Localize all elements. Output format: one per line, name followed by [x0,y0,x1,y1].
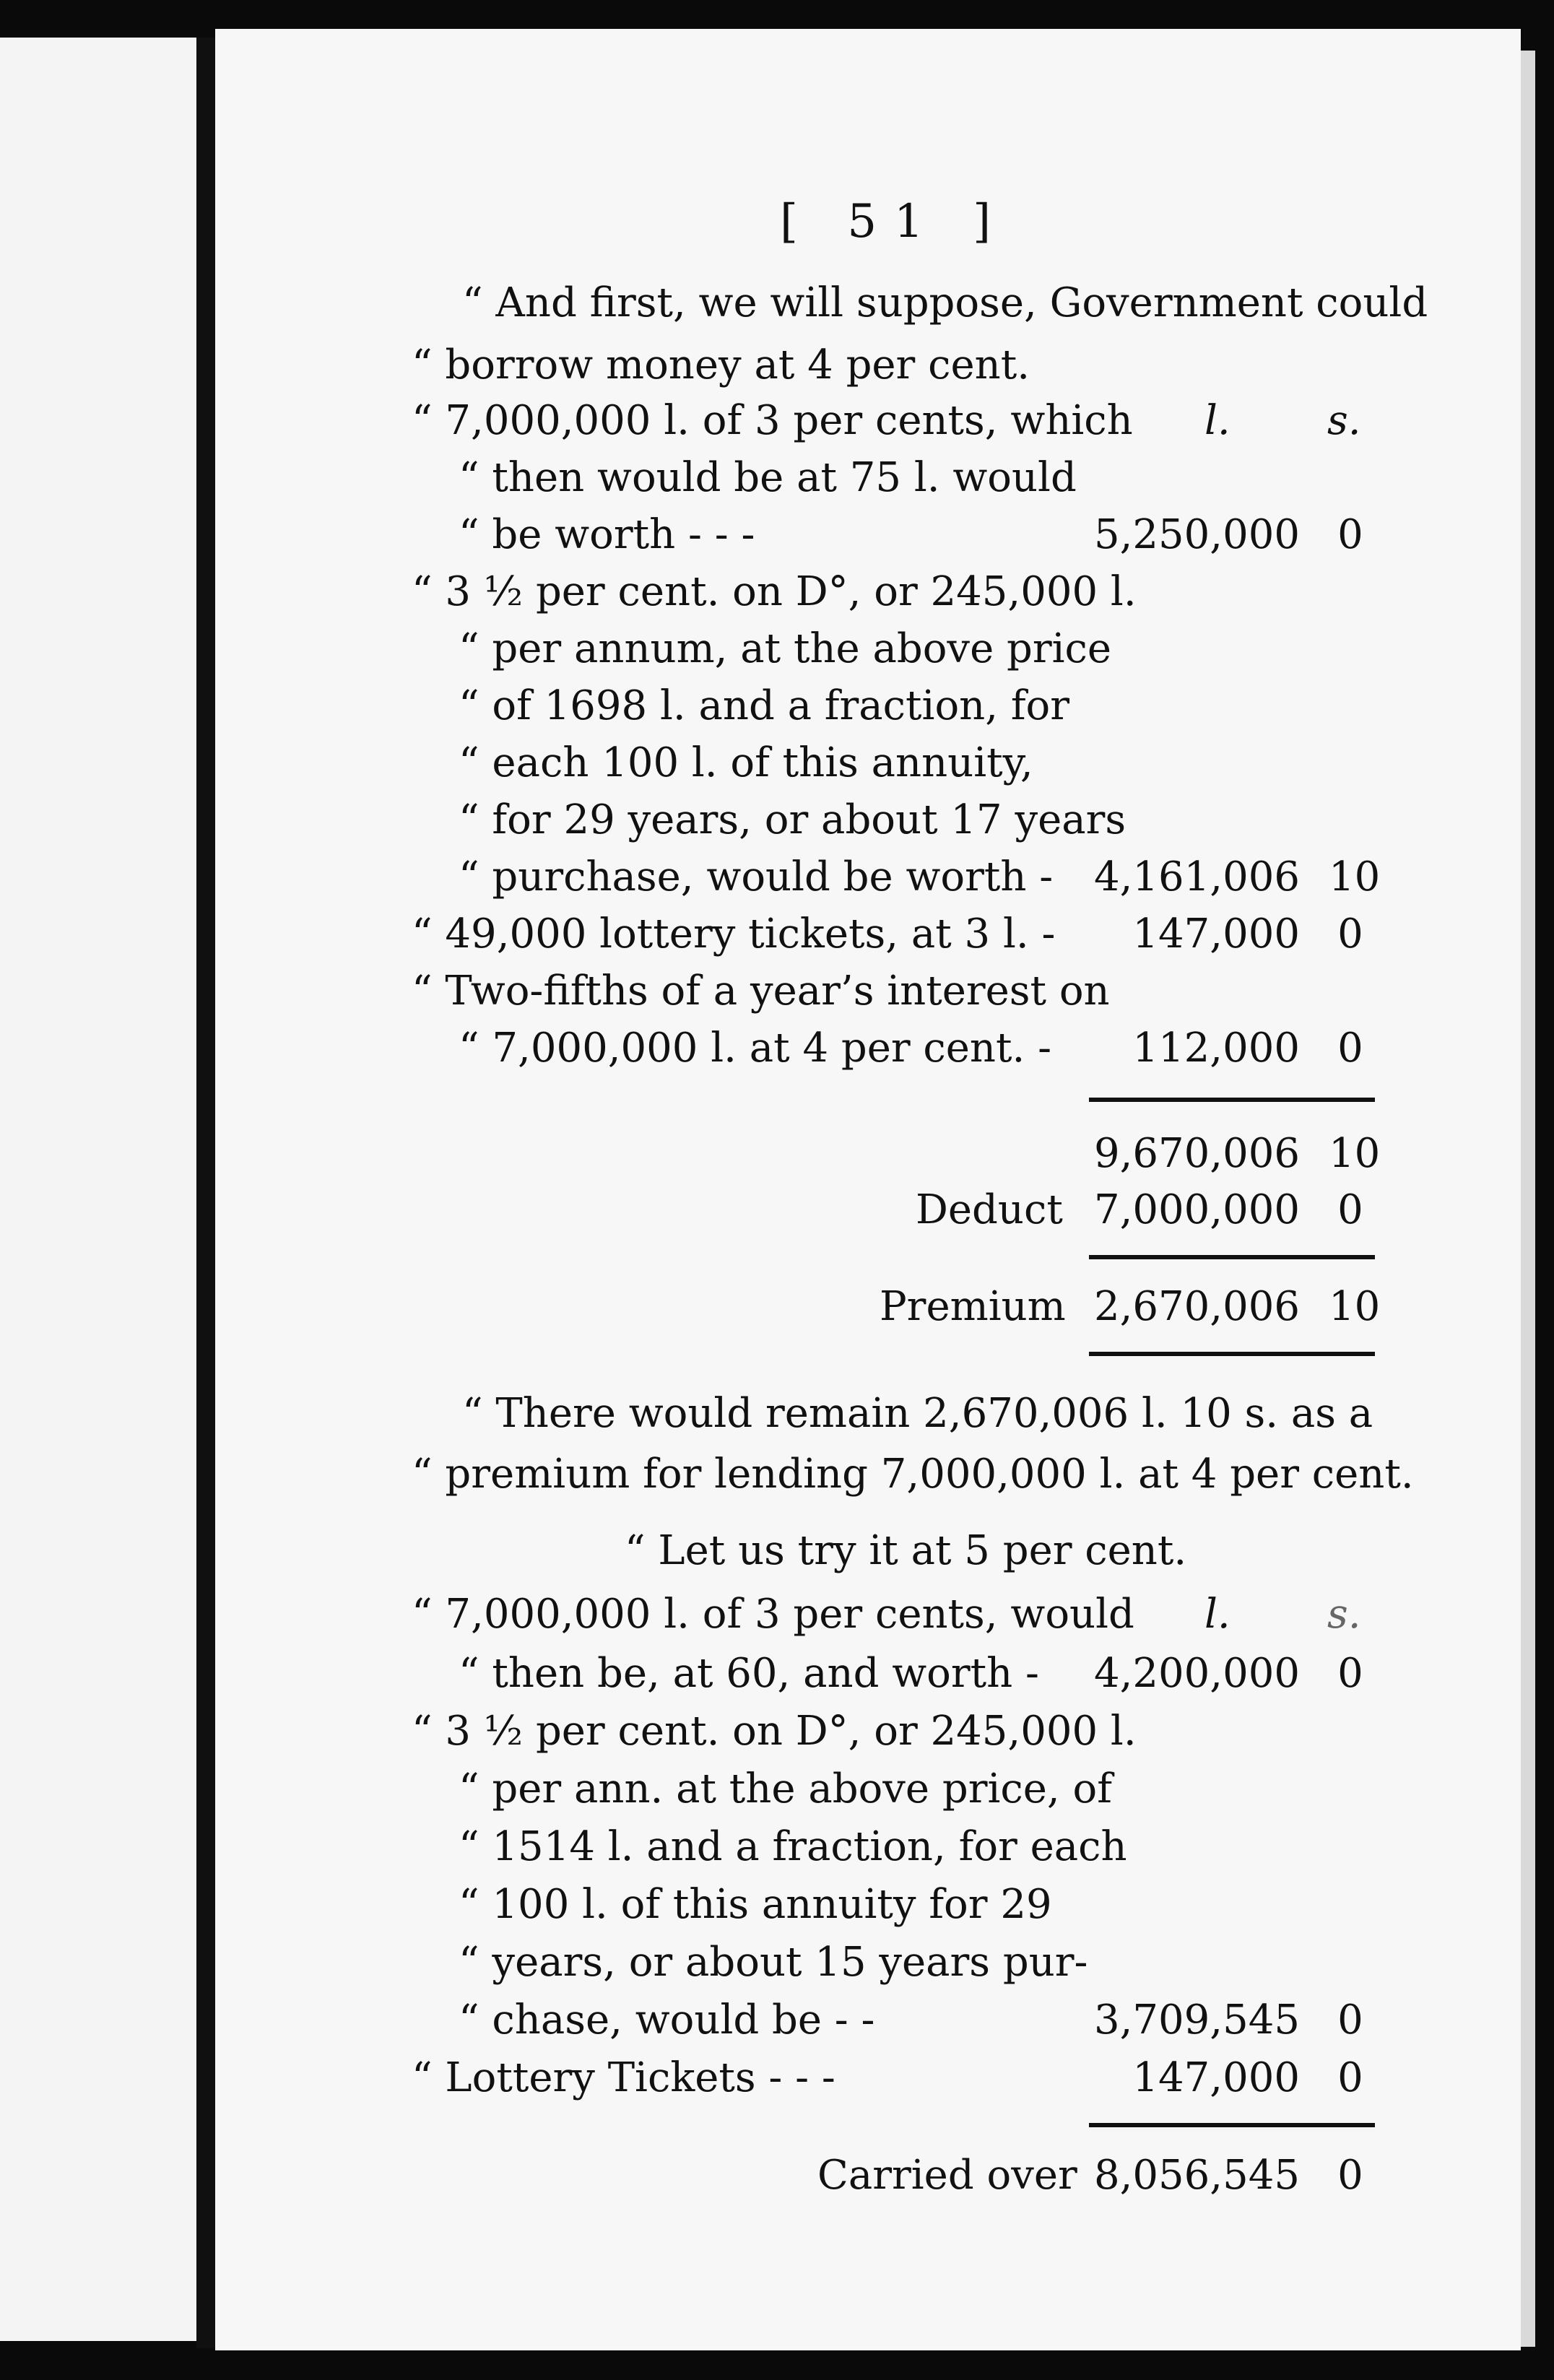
table1-row-shillings: 0 [1337,511,1363,558]
table2-header-shillings: s. [1327,1591,1361,1638]
table1-header-shillings: s. [1327,397,1361,444]
page-edge [1521,51,1535,2347]
table1-header-pounds: l. [1204,397,1230,444]
table1-row-amount: 147,000 [1132,911,1300,957]
carried-over-shillings: 0 [1337,2152,1363,2199]
table2-row-text: “ 3 ½ per cent. on D°, or 245,000 l. [412,1708,1137,1755]
table2-row-amount: 3,709,545 [1093,1997,1300,2044]
table2-row-text: “ 100 l. of this annuity for 29 [459,1881,1052,1928]
table2-row-amount: 147,000 [1132,2054,1300,2101]
premium-shillings: 10 [1329,1283,1381,1330]
table1-row-shillings: 0 [1337,911,1363,957]
table1-row-text: “ Two-fifths of a year’s interest on [412,968,1110,1015]
table1-row-shillings: 0 [1337,1025,1363,1072]
sum-rule [1089,2123,1375,2127]
table1-row-amount: 5,250,000 [1093,511,1300,558]
sum-rule [1089,1255,1375,1259]
book-gutter [196,38,215,2348]
table2-row-text: “ years, or about 15 years pur- [459,1939,1088,1986]
deduct-shillings: 0 [1337,1186,1363,1233]
premium-label: Premium [880,1283,1066,1330]
table2-row-text: “ per ann. at the above price, of [459,1766,1112,1812]
table1-row-text: “ for 29 years, or about 17 years [459,796,1127,843]
intro-line-1: “ And first, we will suppose, Government could [462,279,1428,326]
table2-row-amount: 4,200,000 [1093,1650,1300,1697]
intro-line-2: “ borrow money at 4 per cent. [412,342,1030,388]
deduct-label: Deduct [916,1186,1063,1233]
remain-line-1: “ There would remain 2,670,006 l. 10 s. as a [462,1390,1373,1437]
table1-row-text: “ each 100 l. of this annuity, [459,739,1033,786]
table1-row-text: “ be worth - - - [459,511,755,558]
table2-row-text: “ then be, at 60, and worth - [459,1650,1039,1697]
table2-row-text: “ 1514 l. and a fraction, for each [459,1823,1127,1870]
sum-rule [1089,1098,1375,1102]
facing-page [0,38,196,2341]
sum-rule [1089,1352,1375,1356]
table1-row-text: “ per annum, at the above price [459,625,1112,672]
table2-row-text: “ Lottery Tickets - - - [412,2054,835,2101]
table2-row-text: “ 7,000,000 l. of 3 per cents, would [412,1591,1134,1638]
table1-row-shillings: 10 [1329,854,1381,900]
table1-total-amount: 9,670,006 [1093,1130,1300,1177]
table1-row-text: “ then would be at 75 l. would [459,454,1077,501]
table1-row-text: “ 3 ½ per cent. on D°, or 245,000 l. [412,568,1137,615]
table1-row-amount: 112,000 [1132,1025,1300,1072]
table2-row-text: “ chase, would be - - [459,1997,875,2044]
table2-row-shillings: 0 [1337,1997,1363,2044]
table1-row-text: “ of 1698 l. and a fraction, for [459,682,1070,729]
table1-row-text: “ 49,000 lottery tickets, at 3 l. - [412,911,1056,957]
table2-header-pounds: l. [1204,1591,1230,1638]
carried-over-amount: 8,056,545 [1093,2152,1300,2199]
premium-amount: 2,670,006 [1093,1283,1300,1330]
carried-over-label: Carried over [817,2152,1077,2199]
page-number: [ 51 ] [780,195,1009,248]
table1-row-text: “ 7,000,000 l. at 4 per cent. - [459,1025,1052,1072]
table1-row-text: “ 7,000,000 l. of 3 per cents, which [412,397,1133,444]
table1-row-text: “ purchase, would be worth - [459,854,1054,900]
table2-row-shillings: 0 [1337,1650,1363,1697]
try-five-percent: “ Let us try it at 5 per cent. [625,1527,1187,1574]
remain-line-2: “ premium for lending 7,000,000 l. at 4 per cent. [412,1451,1414,1498]
table1-total-shillings: 10 [1329,1130,1381,1177]
table2-row-shillings: 0 [1337,2054,1363,2101]
table1-row-amount: 4,161,006 [1093,854,1300,900]
deduct-amount: 7,000,000 [1093,1186,1300,1233]
